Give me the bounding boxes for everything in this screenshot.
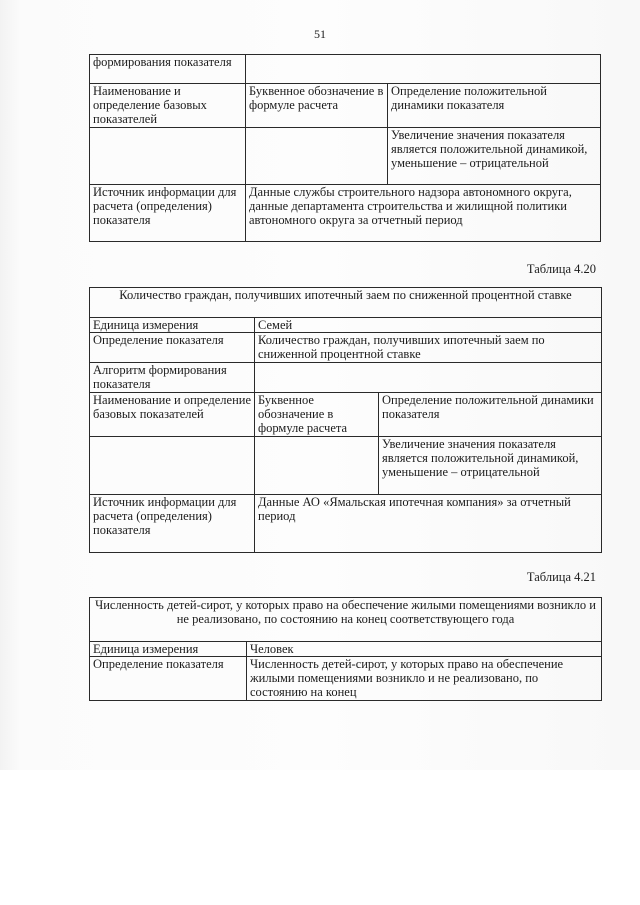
base-indicator-cell [90,128,246,185]
indicator-table-continued [89,54,601,242]
positive-dynamics-value: Увеличение значения показателя является положительной динамикой, уменьшение – отрицательной [388,128,601,185]
definition-value: Численность детей-сирот, у которых право на обеспечение жилыми помещениями возникло и не реализовано, по состоянию на конец [247,657,602,701]
table-title: Численность детей-сирот, у которых право на обеспечение жилыми помещениями возникло и не реализовано, по состоянию на конец соответствующего года [90,598,602,642]
indicator-table-4-20 [89,287,602,553]
letter-designation-header: Буквенное обозначение в формуле расчета [255,393,379,437]
algorithm-label: Алгоритм формирования показателя [90,363,255,393]
letter-designation-cell [246,128,388,185]
definition-value: Количество граждан, получивших ипотечный заем по сниженной процентной ставке [255,333,602,363]
unit-value: Человек [247,642,602,657]
definition-label: Определение показателя [90,333,255,363]
base-indicators-header: Наименование и определение базовых показателей [90,393,255,437]
source-label: Источник информации для расчета (определения) показателя [90,495,255,553]
base-indicator-cell [90,437,255,495]
positive-dynamics-value: Увеличение значения показателя является положительной динамикой, уменьшение – отрицательной [379,437,602,495]
source-label: Источник информации для расчета (определения) показателя [90,185,246,242]
indicator-table-4-21 [89,597,602,701]
source-value: Данные службы строительного надзора автономного округа, данные департамента строительства и жилищной политики автономного округа за отчетный период [246,185,601,242]
table-caption-4-21: Таблица 4.21 [526,570,596,584]
unit-value: Семей [255,318,602,333]
letter-designation-header: Буквенное обозначение в формуле расчета [246,84,388,128]
base-indicators-header: Наименование и определение базовых показателей [90,84,246,128]
table-title: Количество граждан, получивших ипотечный заем по сниженной процентной ставке [90,288,602,318]
positive-dynamics-header: Определение положительной динамики показателя [379,393,602,437]
definition-label: Определение показателя [90,657,247,701]
table-caption-4-20: Таблица 4.20 [526,262,596,276]
positive-dynamics-header: Определение положительной динамики показателя [388,84,601,128]
letter-designation-cell [255,437,379,495]
algorithm-label-tail: формирования показателя [90,55,246,84]
page-number: 51 [314,27,326,41]
algorithm-value [255,363,602,393]
algorithm-value [246,55,601,84]
source-value: Данные АО «Ямальская ипотечная компания» за отчетный период [255,495,602,553]
unit-label: Единица измерения [90,642,247,657]
unit-label: Единица измерения [90,318,255,333]
